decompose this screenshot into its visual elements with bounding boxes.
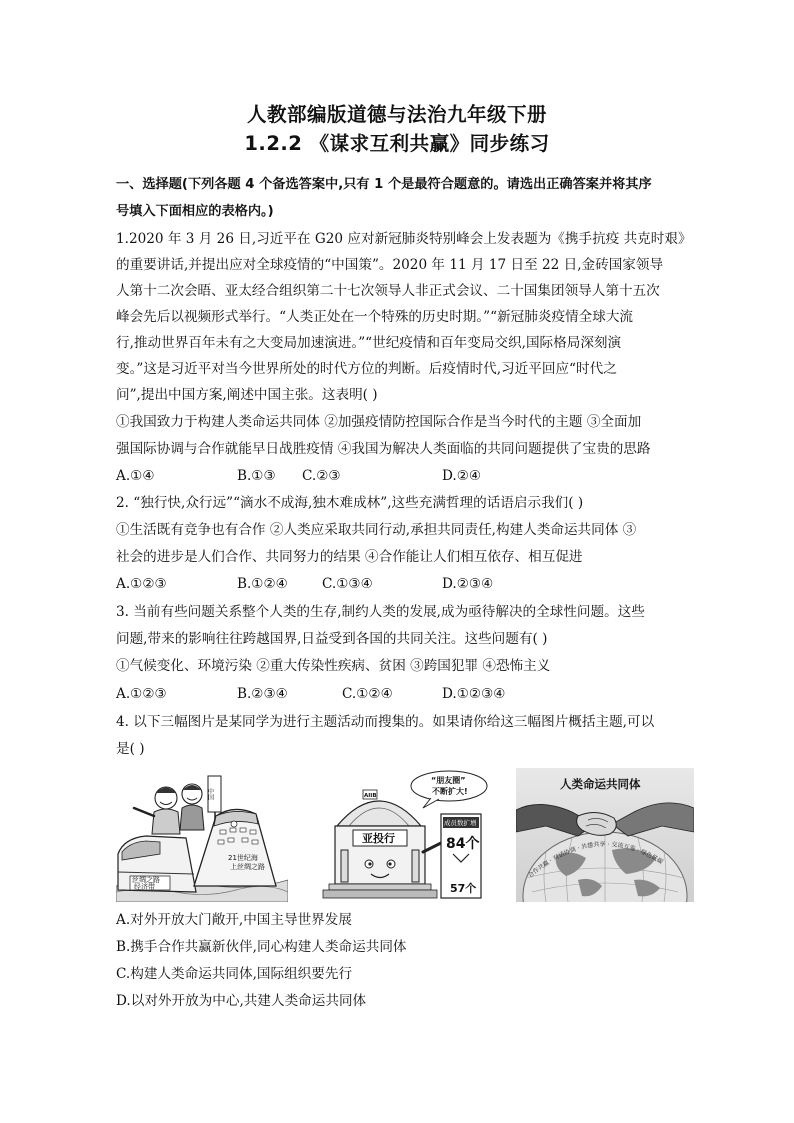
q3-option-b[interactable]: B.②③④ — [237, 686, 288, 702]
aiib-badge: AIIB — [364, 793, 377, 799]
q4-option-b[interactable]: B.携手合作共赢新伙伴,同心构建人类命运共同体 — [116, 939, 407, 955]
q3-option-d[interactable]: D.①②③④ — [442, 686, 506, 702]
document-subtitle: 1.2.2 《谋求互利共赢》同步练习 — [244, 132, 550, 155]
q1-option-c[interactable]: C.②③ — [302, 468, 341, 484]
aiib-illustration — [319, 768, 491, 902]
q1-option-a[interactable]: A.①④ — [116, 468, 155, 484]
q4-text-line: 4. 以下三幅图片是某同学为进行主题活动而搜集的。如果请你给这三幅图片概括主题,可以 — [116, 714, 655, 730]
q2-statement-line: 社会的进步是人们合作、共同努力的结果 ④合作能让人们相互依存、相互促进 — [116, 549, 583, 565]
q2-statement-line: ①生活既有竞争也有合作 ②人类应采取共同行动,承担共同责任,构建人类命运共同体 ③ — [116, 522, 637, 538]
document-title: 人教部编版道德与法治九年级下册 — [246, 103, 547, 126]
board-number-1: 84个 — [446, 836, 480, 852]
community-illustration — [516, 768, 694, 902]
board-number-2: 57个 — [450, 882, 477, 895]
bubble-line2: 不断扩大! — [432, 787, 468, 796]
q1-text-line: 问”,提出中国方案,阐述中国主张。这表明( ) — [116, 387, 378, 403]
figure-aiib — [319, 768, 491, 902]
aiib-sign: 亚投行 — [362, 832, 395, 845]
silk-road-illustration — [116, 768, 288, 902]
section-instruction-line-2: 号填入下面相应的表格内。) — [116, 204, 274, 219]
q1-option-b[interactable]: B.①③ — [237, 468, 276, 484]
q2-text-line: 2. “独行快,众行远”“滴水不成海,独木难成林”,这些充满哲理的话语启示我们( ) — [116, 495, 584, 511]
train-label-line2: 经济带 — [134, 883, 155, 891]
q1-text-line: 行,推动世界百年未有之大变局加速演进。”“世纪疫情和百年变局交织,国际格局深刻演 — [116, 335, 622, 351]
sign-label: 中国 — [206, 788, 214, 800]
community-caption: 人类命运共同体 — [560, 777, 641, 791]
q1-option-d[interactable]: D.②④ — [442, 468, 482, 484]
q3-option-a[interactable]: A.①②③ — [116, 686, 167, 702]
q1-statement-line: ①我国致力于构建人类命运共同体 ②加强疫情防控国际合作是当今时代的主题 ③全面加 — [116, 414, 642, 430]
q3-text-line: 问题,带来的影响往往跨越国界,日益受到各国的共同关注。这些问题有( ) — [116, 631, 548, 647]
q1-text-line: 变。”这是习近平对当今世界所处的时代方位的判断。后疫情时代,习近平回应“时代之 — [116, 361, 617, 377]
ship-label-line1: 21世纪海 — [228, 854, 258, 862]
q3-statement-line: ①气候变化、环境污染 ②重大传染性疾病、贫困 ③跨国犯罪 ④恐怖主义 — [116, 658, 551, 674]
q1-statement-line: 强国际协调与合作就能早日战胜疫情 ④我国为解决人类面临的共同问题提供了宝贵的思路 — [116, 441, 651, 457]
community-arc-text: 合作共赢 · 对话协商 · 共建共享 · 交流互鉴 · 绿色低碳 — [526, 840, 665, 880]
q4-text-line: 是( ) — [116, 741, 145, 757]
q3-text-line: 3. 当前有些问题关系整个人类的生存,制约人类的发展,成为亟待解决的全球性问题。这些 — [116, 604, 645, 620]
q2-option-d[interactable]: D.②③④ — [442, 576, 494, 592]
q2-option-a[interactable]: A.①②③ — [116, 576, 167, 592]
q3-option-c[interactable]: C.①②④ — [342, 686, 393, 702]
q1-text-line: 的重要讲话,并提出应对全球疫情的“中国策”。2020 年 11 月 17 日至 22 日,金砖国家领导 — [116, 257, 664, 273]
q4-option-d[interactable]: D.以对外开放为中心,共建人类命运共同体 — [116, 993, 367, 1009]
q1-text-line: 峰会先后以视频形式举行。“人类正处在一个特殊的历史时期。”“新冠肺炎疫情全球大流 — [116, 309, 634, 325]
bubble-line1: “朋友圈” — [431, 776, 466, 785]
q4-option-a[interactable]: A.对外开放大门敞开,中国主导世界发展 — [116, 912, 352, 928]
q1-text-line: 1.2020 年 3 月 26 日,习近平在 G20 应对新冠肺炎特别峰会上发表题为《携手抗疫 共克时艰》 — [116, 231, 692, 247]
board-title: 成员数扩增 — [444, 819, 477, 827]
q1-text-line: 人第十二次会晤、亚太经合组织第二十七次领导人非正式会议、二十国集团领导人第十五次 — [116, 283, 660, 299]
q4-option-c[interactable]: C.构建人类命运共同体,国际组织要先行 — [116, 966, 353, 982]
q4-figures — [116, 768, 694, 902]
q2-option-b[interactable]: B.①②④ — [237, 576, 288, 592]
ship-label-line2: 上丝绸之路 — [230, 863, 265, 871]
q2-option-c[interactable]: C.①③④ — [322, 576, 373, 592]
section-instruction-line-1: 一、选择题(下列各题 4 个备选答案中,只有 1 个是最符合题意的。请选出正确答案并将其序 — [116, 177, 652, 192]
train-label-line1: 丝绸之路 — [132, 876, 160, 884]
figure-silk-road — [116, 768, 288, 902]
figure-community — [516, 768, 694, 902]
